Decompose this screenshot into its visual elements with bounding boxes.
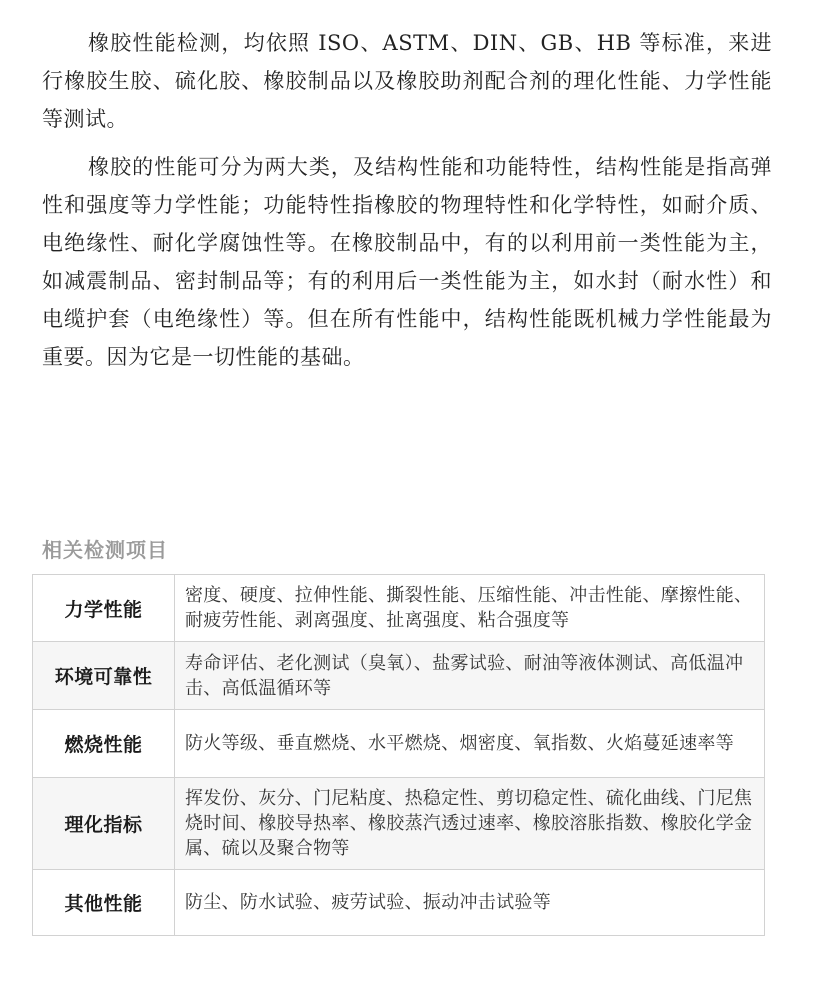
row-description: 挥发份、灰分、门尼粘度、热稳定性、剪切稳定性、硫化曲线、门尼焦烧时间、橡胶导热率、橡胶蒸汽透过速率、橡胶溶胀指数、橡胶化学金属、硫以及聚合物等 [175, 778, 765, 870]
row-label: 其他性能 [33, 870, 175, 936]
row-description: 防尘、防水试验、疲劳试验、振动冲击试验等 [175, 870, 765, 936]
table-row [33, 870, 765, 936]
performance-paragraph: 橡胶的性能可分为两大类，及结构性能和功能特性，结构性能是指高弹性和强度等力学性能；功能特性指橡胶的物理特性和化学特性，如耐介质、电绝缘性、耐化学腐蚀性等。在橡胶制品中，有的以利用前一类性能为主，如减震制品、密封制品等；有的利用后一类性能为主，如水封（耐水性）和电缆护套（电绝缘性）等。但在所有性能中，结构性能既机械力学性能最为重要。因为它是一切性能的基础。 [42, 155, 772, 369]
table-row [33, 778, 765, 870]
intro-paragraph: 橡胶性能检测，均依照 ISO、ASTM、DIN、GB、HB 等标准，来进行橡胶生胶、硫化胶、橡胶制品以及橡胶助剂配合剂的理化性能、力学性能等测试。 [42, 31, 772, 131]
test-items-table [32, 574, 765, 936]
row-label: 燃烧性能 [33, 710, 175, 778]
article-body [42, 24, 772, 376]
table-row [33, 575, 765, 642]
row-description: 密度、硬度、拉伸性能、撕裂性能、压缩性能、冲击性能、摩擦性能、耐疲劳性能、剥离强度、扯离强度、粘合强度等 [175, 575, 765, 642]
table-row [33, 710, 765, 778]
row-label: 力学性能 [33, 575, 175, 642]
row-description: 寿命评估、老化测试（臭氧）、盐雾试验、耐油等液体测试、高低温冲击、高低温循环等 [175, 642, 765, 710]
row-label: 环境可靠性 [33, 642, 175, 710]
table-row [33, 642, 765, 710]
section-title: 相关检测项目 [42, 538, 168, 562]
row-description: 防火等级、垂直燃烧、水平燃烧、烟密度、氧指数、火焰蔓延速率等 [175, 710, 765, 778]
row-label: 理化指标 [33, 778, 175, 870]
